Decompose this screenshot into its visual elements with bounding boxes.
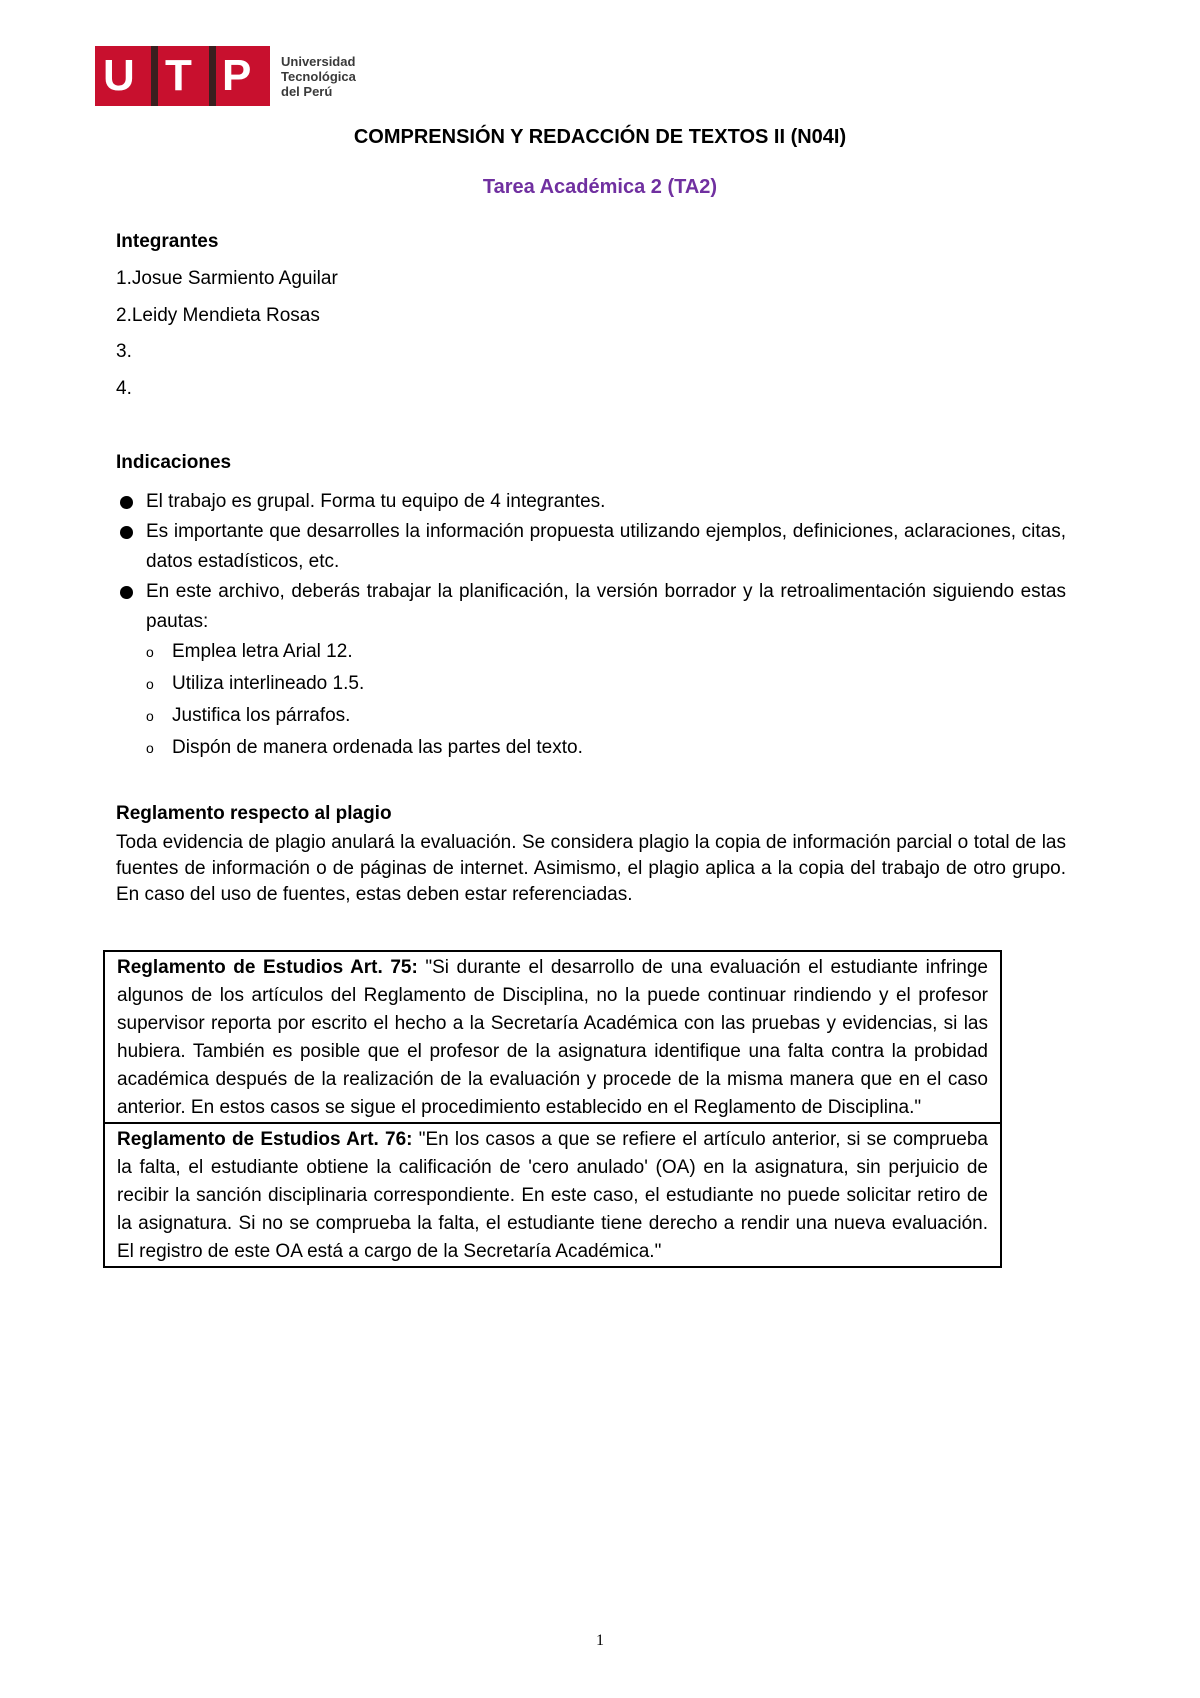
- page-number: 1: [596, 1632, 604, 1649]
- plagiarism-heading: Reglamento respecto al plagio: [116, 803, 392, 824]
- logo-letter-u: U: [103, 51, 135, 100]
- instructions-heading: Indicaciones: [116, 452, 232, 473]
- regulation-text: "Si durante el desarrollo de una evaluación el estudiante infringe algunos de los artículos del Reglamento de Disciplina, no la puede continuar rindiendo y el profesor supervisor reporta por escrito el hecho a la Secretaría Académica con las pruebas y evidencias, si las hubiera. También es posible que el profesor de la asignatura identifique una falta contra la probidad académica después de la realización de la evaluación y procede de la misma manera que en el caso anterior. En estos casos se sigue el procedimiento establecido en el Reglamento de Disciplina.": [117, 957, 988, 1118]
- regulation-label: Reglamento de Estudios Art. 76:: [117, 1129, 413, 1150]
- regulations-table: [103, 950, 1002, 1268]
- logo-letter-t: T: [165, 51, 192, 100]
- utp-logo: [95, 46, 361, 106]
- sub-bullet-marker: o: [146, 676, 154, 692]
- instruction-bullet: El trabajo es grupal. Forma tu equipo de 4 integrantes.: [116, 487, 1066, 517]
- guideline-item: o Emplea letra Arial 12.: [146, 637, 353, 667]
- sub-bullet-marker: o: [146, 644, 154, 660]
- instruction-bullet: Es importante que desarrolles la información propuesta utilizando ejemplos, definiciones, aclaraciones, citas, datos estadísticos, etc.: [116, 517, 1066, 577]
- member-item: 4.: [116, 378, 132, 399]
- sub-bullet-marker: o: [146, 740, 154, 756]
- regulation-cell: [104, 1123, 1001, 1267]
- course-title: COMPRENSIÓN Y REDACCIÓN DE TEXTOS II (N04I): [353, 126, 847, 148]
- guideline-item: o Utiliza interlineado 1.5.: [146, 669, 364, 699]
- member-item: 3.: [116, 341, 132, 362]
- bullet-dot: [120, 526, 133, 539]
- regulation-label: Reglamento de Estudios Art. 75:: [117, 957, 418, 978]
- guideline-item: o Justifica los párrafos.: [146, 701, 350, 731]
- table-row: [104, 1123, 1001, 1267]
- task-title: Tarea Académica 2 (TA2): [482, 176, 718, 198]
- table-row: [104, 951, 1001, 1123]
- logo-line-2: Tecnológica: [281, 69, 356, 84]
- members-heading: Integrantes: [116, 231, 219, 252]
- logo-line-1: Universidad: [281, 54, 356, 69]
- logo-wordmark: [281, 54, 356, 99]
- bullet-dot: [120, 586, 133, 599]
- logo-divider: [209, 46, 216, 106]
- regulation-text: "En los casos a que se refiere el artículo anterior, si se comprueba la falta, el estudiante obtiene la calificación de 'cero anulado' (OA) en la asignatura, sin perjuicio de recibir la sanción disciplinaria correspondiente. En este caso, el estudiante no puede solicitar retiro de la asignatura. Si no se comprueba la falta, el estudiante tiene derecho a rendir una nueva evaluación. El registro de este OA está a cargo de la Secretaría Académica.": [117, 1129, 988, 1262]
- logo-line-3: del Perú: [281, 84, 333, 99]
- logo-divider: [151, 46, 158, 106]
- bullet-dot: [120, 496, 133, 509]
- sub-bullet-marker: o: [146, 708, 154, 724]
- member-item: 1.Josue Sarmiento Aguilar: [116, 268, 338, 289]
- member-item: 2.Leidy Mendieta Rosas: [116, 305, 320, 326]
- logo-letter-p: P: [222, 51, 252, 100]
- regulation-cell: [104, 951, 1001, 1123]
- instruction-bullet: En este archivo, deberás trabajar la planificación, la versión borrador y la retroalimentación siguiendo estas pautas:: [116, 577, 1066, 637]
- plagiarism-paragraph: Toda evidencia de plagio anulará la evaluación. Se considera plagio la copia de información parcial o total de las fuentes de información o de páginas de internet. Asimismo, el plagio aplica a la copia del trabajo de otro grupo. En caso del uso de fuentes, estas deben estar referenciadas.: [116, 832, 1066, 905]
- guideline-item: o Dispón de manera ordenada las partes del texto.: [146, 733, 583, 763]
